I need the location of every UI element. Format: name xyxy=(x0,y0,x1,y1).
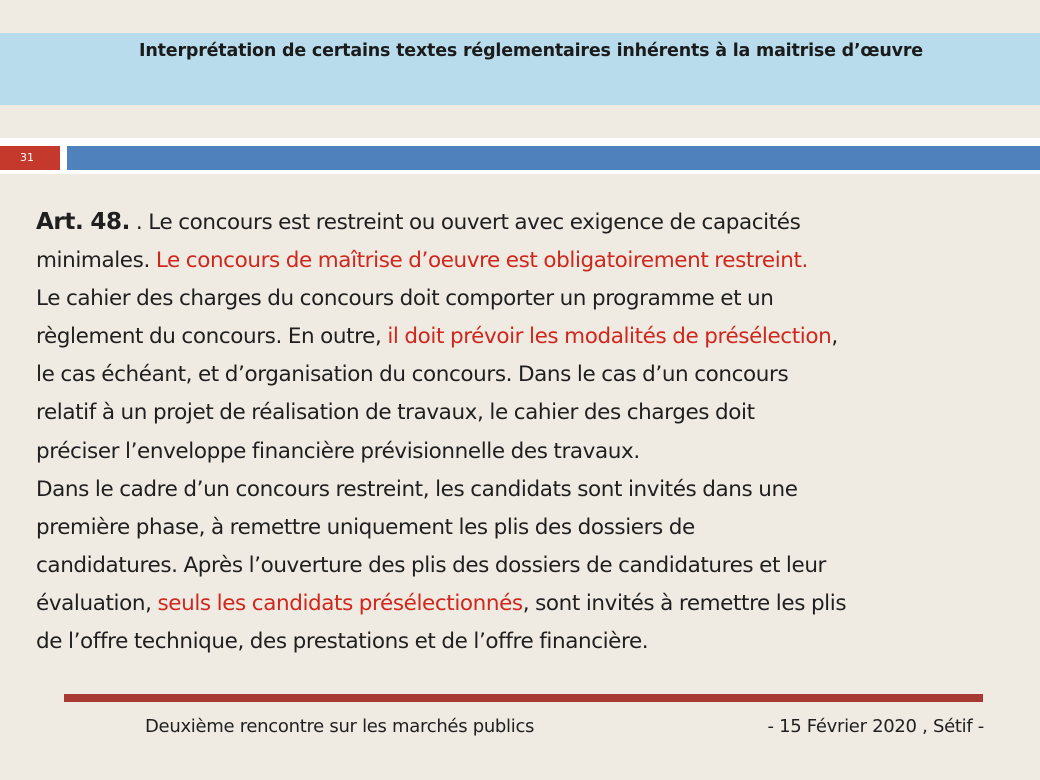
body-text-segment: évaluation, xyxy=(36,590,158,616)
body-line xyxy=(36,623,1026,661)
footer-event-name: Deuxième rencontre sur les marchés publics xyxy=(145,716,535,737)
body-text-segment: , sont invités à remettre les plis xyxy=(522,590,847,616)
body-line xyxy=(36,394,1026,432)
article-body xyxy=(36,203,1026,661)
article-label: Art. 48. xyxy=(36,209,130,235)
accent-bar xyxy=(67,146,1040,170)
body-line xyxy=(36,203,1026,242)
footer-rule xyxy=(64,694,983,702)
body-text-segment: , xyxy=(831,324,838,350)
body-line xyxy=(36,356,1026,394)
body-text-segment: Dans le cadre d’un concours restreint, les candidats sont invités dans une xyxy=(36,476,798,502)
body-line xyxy=(36,280,1026,318)
body-text-segment: règlement du concours. En outre, xyxy=(36,324,388,350)
footer-date-location: - 15 Février 2020 , Sétif - xyxy=(767,716,984,737)
slide-number-badge: 31 xyxy=(0,146,60,170)
body-text-segment: Le cahier des charges du concours doit comporter un programme et un xyxy=(36,286,774,312)
body-line xyxy=(36,433,1026,471)
slide-header-title: Interprétation de certains textes réglementaires inhérents à la maitrise d’œuvre xyxy=(139,41,923,61)
body-line xyxy=(36,471,1026,509)
body-line xyxy=(36,547,1026,585)
body-text-segment: première phase, à remettre uniquement les plis des dossiers de xyxy=(36,514,695,540)
body-text-segment: relatif à un projet de réalisation de travaux, le cahier des charges doit xyxy=(36,400,755,426)
body-line xyxy=(36,509,1026,547)
highlighted-text: il doit prévoir les modalités de présélection xyxy=(387,324,832,350)
body-line xyxy=(36,242,1026,280)
body-text-segment: minimales. xyxy=(36,248,156,274)
highlighted-text: Le concours de maîtrise d’oeuvre est obligatoirement restreint. xyxy=(155,248,808,274)
body-text-segment: . Le concours est restreint ou ouvert avec exigence de capacités xyxy=(129,210,801,235)
body-text-segment: candidatures. Après l’ouverture des plis des dossiers de candidatures et leur xyxy=(36,552,826,578)
body-text-segment: préciser l’enveloppe financière prévisionnelle des travaux. xyxy=(36,438,640,464)
highlighted-text: seuls les candidats présélectionnés xyxy=(157,590,523,616)
body-line xyxy=(36,318,1026,356)
body-line xyxy=(36,585,1026,623)
body-text-segment: de l’offre technique, des prestations et de l’offre financière. xyxy=(36,629,649,655)
body-text-segment: le cas échéant, et d’organisation du concours. Dans le cas d’un concours xyxy=(36,362,789,388)
